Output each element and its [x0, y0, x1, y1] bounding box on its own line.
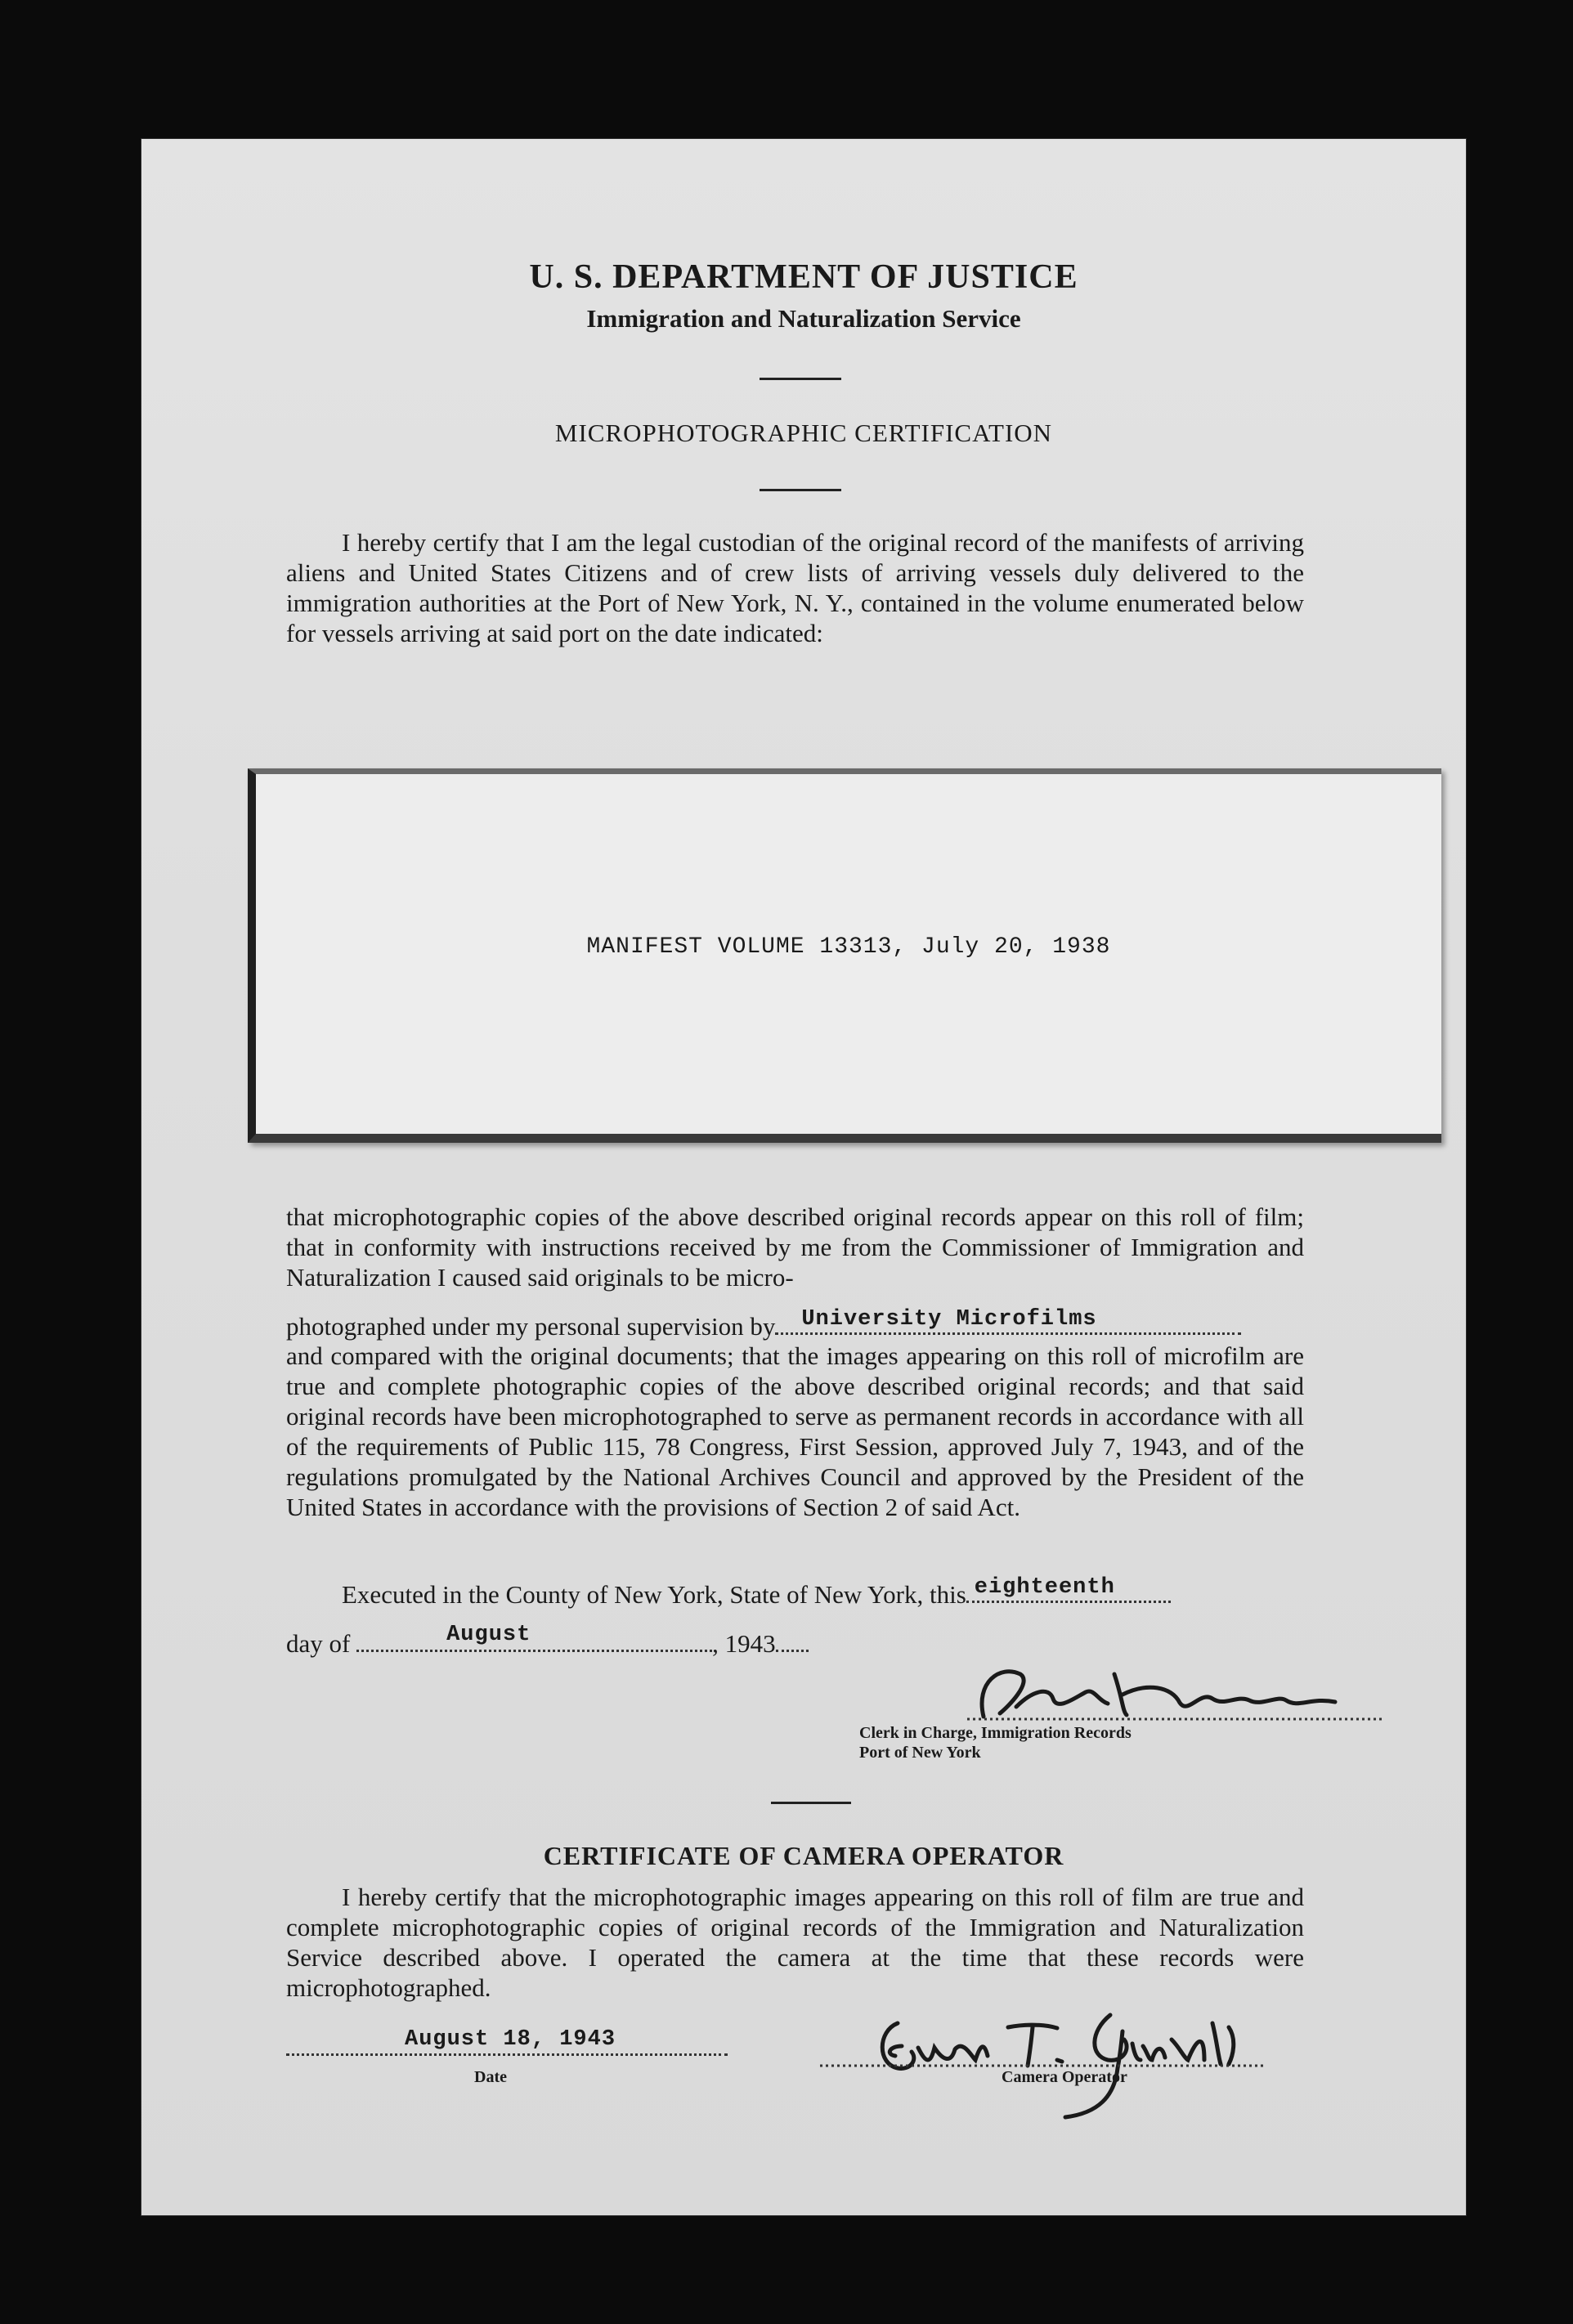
month-field	[356, 1623, 712, 1652]
year-dots	[776, 1650, 809, 1652]
certification-body-1: that microphotographic copies of the above described original records appear on this roll of film; that in conformity with instructions received by me from the Commissioner of Immigration and Naturalization I caused said originals to be micro-	[286, 1202, 1304, 1292]
certification-intro: I hereby certify that I am the legal custodian of the original record of the manifests of arriving aliens and United States Citizens and of crew lists of arriving vessels duly delivered to the immigration authorities at the Port of New York, N. Y., contained in the volume enumerated below for vessels arriving at said port on the date indicated:	[286, 528, 1304, 647]
supervision-prefix: photographed under my personal supervision by	[286, 1312, 776, 1341]
service-subtitle: Immigration and Naturalization Service	[586, 304, 1021, 333]
date-caption: Date	[474, 2068, 507, 2086]
day-of-line	[286, 1623, 809, 1659]
camera-operator-caption: Camera Operator	[1002, 2068, 1127, 2086]
department-title: U. S. DEPARTMENT OF JUSTICE	[529, 258, 1078, 296]
signer-title-line1: Clerk in Charge, Immigration Records	[859, 1724, 1132, 1742]
executed-line	[342, 1575, 1171, 1610]
signer-title-line2: Port of New York	[859, 1744, 981, 1762]
executed-prefix: Executed in the County of New York, State of New York, this	[342, 1580, 966, 1609]
camera-operator-signature	[820, 1982, 1278, 2121]
form-title: MICROPHOTOGRAPHIC CERTIFICATION	[554, 419, 1053, 447]
date-field	[286, 2027, 728, 2056]
year-value: , 1943	[712, 1629, 776, 1658]
signer-title	[859, 1723, 1132, 1762]
camera-operator-title: CERTIFICATE OF CAMERA OPERATOR	[543, 1841, 1064, 1870]
executed-day-value: eighteenth	[974, 1575, 1115, 1600]
supervision-line	[286, 1307, 1304, 1341]
header-divider	[760, 378, 841, 380]
manifest-label-slip	[248, 768, 1441, 1143]
supervisor-value: University Microfilms	[801, 1307, 1097, 1332]
section-divider	[771, 1802, 851, 1804]
day-of-prefix: day of	[286, 1629, 351, 1658]
title-divider	[760, 489, 841, 491]
executed-day-field	[966, 1575, 1171, 1603]
camera-operator-text: I hereby certify that the microphotographic images appearing on this roll of film are true and complete microphotographic copies of original records of the Immigration and Naturalization Service described above. I operated the camera at the time that these records were microphotographed.	[286, 1883, 1304, 2002]
month-value: August	[446, 1623, 531, 1647]
certificate-page	[141, 139, 1466, 2215]
certification-body-2: and compared with the original documents; that the images appearing on this roll of microfilm are true and complete photographic copies of the above described original records; and that said original records have been microphotographed to serve as permanent records in accordance with all of the requirements of Public 115, 78 Congress, First Session, approved July 7, 1943, and of the regulations promulgated by the National Archives Council and approved by the President of the United States in accordance with the provisions of Section 2 of said Act.	[286, 1341, 1304, 1521]
supervisor-field	[775, 1307, 1241, 1335]
date-value: August 18, 1943	[405, 2027, 616, 2052]
manifest-volume-label: MANIFEST VOLUME 13313, July 20, 1938	[586, 934, 1111, 960]
